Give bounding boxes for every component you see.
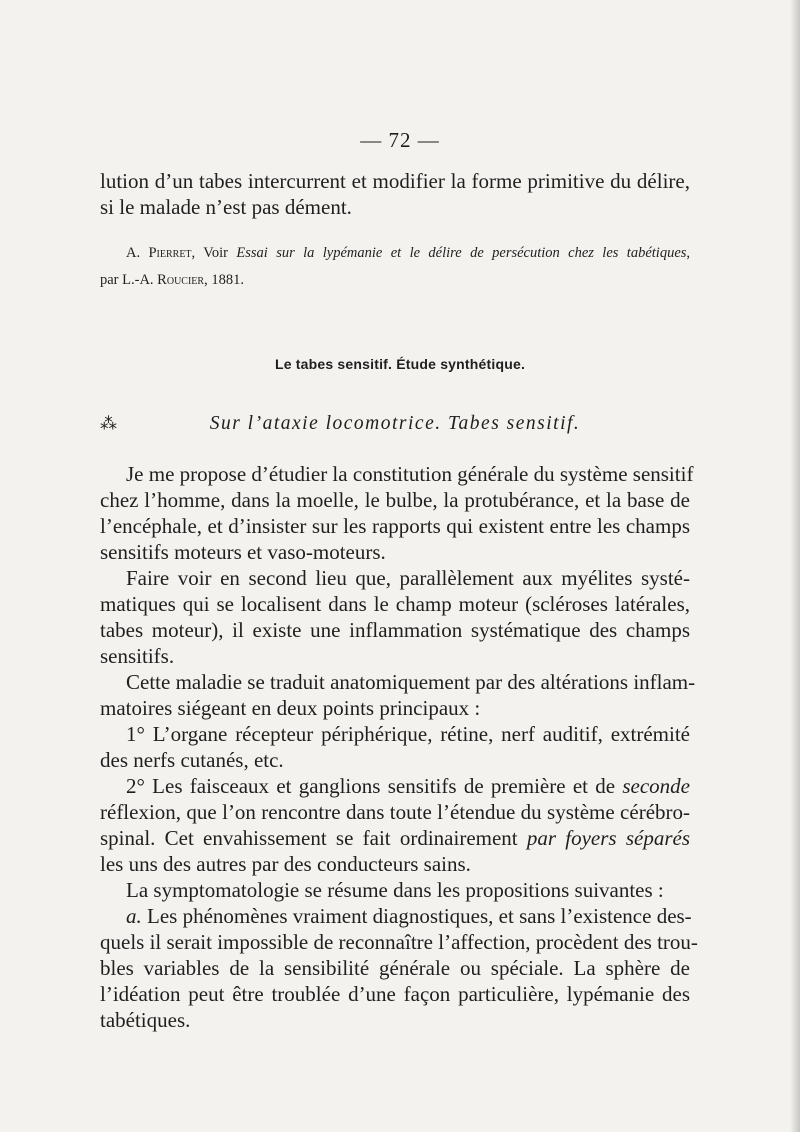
lead-line: lution d’un tabes intercurrent et modifier la forme primitive du délire, [100,169,690,193]
body-text [100,461,698,1033]
footnote-line [100,267,690,294]
body-line: l’idéation peut être troublée d’une façon particulière, lypémanie des [100,982,690,1006]
body-span: spinal. Cet envahissement se fait ordinairement [100,826,527,850]
section-heading: Le tabes sensitif. Étude synthétique. [274,356,526,372]
body-line: bles variables de la sensibilité générale ou spéciale. La sphère de [100,956,690,980]
body-line: quels il serait impossible de reconnaître l’affection, procèdent des trou- [100,930,698,954]
body-line: 1° L’organe récepteur périphérique, rétine, nerf auditif, extrémité [126,722,690,746]
asterism-ornament: ⁂ [100,414,117,434]
body-line: tabes moteur), il existe une inflammation systématique des champs [100,618,690,642]
body-line: matiques qui se localisent dans le champ moteur (scléroses latérales, [100,592,690,616]
body-line: Cette maladie se traduit anatomiquement par des altérations inflam- [126,670,696,694]
body-line: sensitifs moteurs et vaso-moteurs. [100,540,386,564]
footnote [100,240,690,294]
body-span: Les phénomènes vraiment diagnostiques, et sans l’existence des- [141,904,692,928]
body-line: tabétiques. [100,1008,191,1032]
body-line: matoires siégeant en deux points principaux : [100,696,481,720]
footnote-comma: , [686,245,691,261]
footnote-author2: Roucier [157,272,205,288]
body-span: 2° Les faisceaux et ganglions sensitifs de première et de [126,774,623,798]
lead-paragraph [100,168,690,220]
body-emphasis: seconde [622,774,690,798]
footnote-by: par L.-A. [100,272,158,288]
footnote-title: Essai sur la lypémanie et le délire de persécution chez les tabétiques [236,245,687,261]
body-line [100,903,690,929]
footnote-line [100,240,690,267]
footnote-author: A. Pierret [126,245,192,261]
scan-edge-shadow [790,0,800,1132]
body-line: sensitifs. [100,644,175,668]
page-number: — 72 — [360,128,440,152]
lead-line: si le malade n’est pas dément. [100,195,352,219]
body-line [100,773,690,799]
body-line: les uns des autres par des conducteurs sains. [100,852,471,876]
footnote-year: , 1881. [204,272,244,288]
body-emphasis: par foyers séparés [526,826,690,850]
body-line [100,825,690,851]
body-line: Faire voir en second lieu que, parallèlement aux myélites systé- [126,566,690,590]
body-line: l’encéphale, et d’insister sur les rapports qui existent entre les champs [100,514,690,538]
subheading [100,411,690,441]
body-line: La symptomatologie se résume dans les propositions suivantes : [126,878,664,902]
subheading-title: Sur l’ataxie locomotrice. Tabes sensitif. [209,413,581,434]
body-line: réflexion, que l’on rencontre dans toute l’étendue du système cérébro- [100,800,690,824]
body-line: des nerfs cutanés, etc. [100,748,284,772]
body-line: chez l’homme, dans la moelle, le bulbe, la protubérance, et la base de [100,488,690,512]
body-emphasis: a. [126,904,142,928]
footnote-voir: , Voir [191,245,237,261]
body-line: Je me propose d’étudier la constitution générale du système sensitif [126,462,694,486]
